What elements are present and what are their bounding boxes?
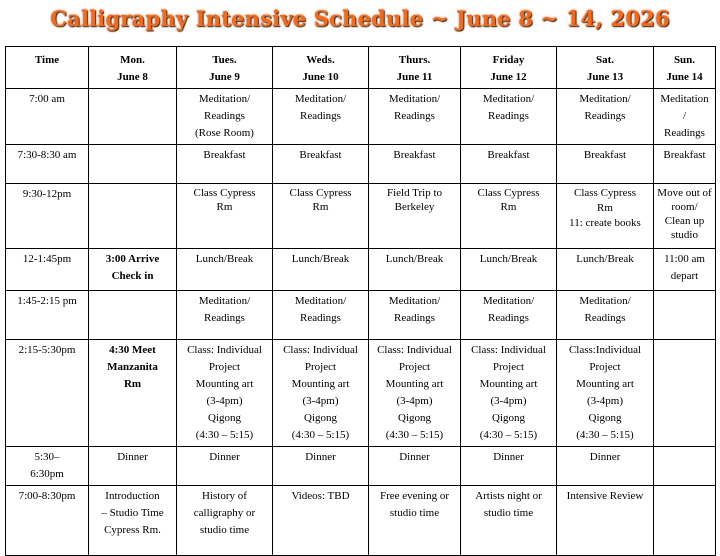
- schedule-cell: Meditation / Readings: [654, 89, 716, 145]
- schedule-cell: Dinner: [369, 447, 461, 486]
- schedule-cell: Class Cypress Rm: [177, 184, 273, 249]
- time-cell: 7:30-8:30 am: [6, 145, 89, 184]
- schedule-cell: [654, 291, 716, 340]
- schedule-cell: [89, 145, 177, 184]
- schedule-cell: Dinner: [177, 447, 273, 486]
- schedule-cell: Introduction – Studio Time Cypress Rm.: [89, 486, 177, 556]
- schedule-cell: Breakfast: [177, 145, 273, 184]
- schedule-cell: Meditation/ Readings: [369, 291, 461, 340]
- schedule-cell: [89, 291, 177, 340]
- schedule-cell: 11:00 am depart: [654, 249, 716, 291]
- schedule-cell: Class: Individual Project Mounting art (3-4pm) Qigong (4:30 – 5:15): [273, 340, 369, 447]
- schedule-cell: Videos: TBD: [273, 486, 369, 556]
- schedule-cell: [654, 340, 716, 447]
- schedule-cell: History of calligraphy or studio time: [177, 486, 273, 556]
- table-row: [6, 145, 716, 184]
- day-date: June 9: [209, 71, 240, 83]
- time-cell: 7:00 am: [6, 89, 89, 145]
- schedule-cell: Meditation/ Readings: [273, 291, 369, 340]
- schedule-cell: Class Cypress Rm 11: create books: [557, 184, 654, 249]
- table-row: [6, 340, 716, 447]
- time-cell: 9:30-12pm: [6, 184, 89, 249]
- table-row: [6, 447, 716, 486]
- day-date: June 11: [396, 71, 433, 83]
- schedule-cell: Class: Individual Project Mounting art (3-4pm) Qigong (4:30 – 5:15): [461, 340, 557, 447]
- schedule-cell: Class: Individual Project Mounting art (3-4pm) Qigong (4:30 – 5:15): [177, 340, 273, 447]
- schedule-cell: Move out of room/ Clean up studio: [654, 184, 716, 249]
- schedule-cell: Lunch/Break: [369, 249, 461, 291]
- schedule-cell: Breakfast: [273, 145, 369, 184]
- schedule-cell: [654, 447, 716, 486]
- header-time: Time: [6, 47, 89, 89]
- schedule-cell: Breakfast: [369, 145, 461, 184]
- day-date: June 14: [666, 71, 703, 83]
- schedule-cell: Meditation/ Readings: [557, 291, 654, 340]
- table-row: [6, 486, 716, 556]
- schedule-cell: Lunch/Break: [461, 249, 557, 291]
- schedule-cell: Lunch/Break: [177, 249, 273, 291]
- time-cell: 12-1:45pm: [6, 249, 89, 291]
- schedule-cell: Class:Individual Project Mounting art (3-4pm) Qigong (4:30 – 5:15): [557, 340, 654, 447]
- schedule-cell: Breakfast: [461, 145, 557, 184]
- time-cell: 5:30– 6:30pm: [6, 447, 89, 486]
- schedule-cell: Meditation/ Readings: [461, 89, 557, 145]
- day-name: Tues.: [212, 54, 237, 66]
- schedule-cell: Free evening or studio time: [369, 486, 461, 556]
- schedule-cell: Artists night or studio time: [461, 486, 557, 556]
- time-cell: 7:00-8:30pm: [6, 486, 89, 556]
- schedule-cell: [89, 184, 177, 249]
- schedule-cell: Field Trip to Berkeley: [369, 184, 461, 249]
- schedule-cell: Lunch/Break: [273, 249, 369, 291]
- table-row: [6, 249, 716, 291]
- header-day-fri: [461, 47, 557, 89]
- table-row: [6, 184, 716, 249]
- day-name: Thurs.: [398, 54, 431, 66]
- schedule-cell: [654, 486, 716, 556]
- schedule-cell: [89, 89, 177, 145]
- schedule-cell: Meditation/ Readings: [369, 89, 461, 145]
- schedule-cell: Class Cypress Rm: [273, 184, 369, 249]
- schedule-cell: Breakfast: [654, 145, 716, 184]
- day-name: Sun.: [673, 54, 696, 66]
- day-name: Sat.: [595, 54, 615, 66]
- header-day-mon: [89, 47, 177, 89]
- schedule-cell: Dinner: [89, 447, 177, 486]
- schedule-cell: Meditation/ Readings (Rose Room): [177, 89, 273, 145]
- schedule-cell: Breakfast: [557, 145, 654, 184]
- table-row: [6, 89, 716, 145]
- day-name: Mon.: [120, 54, 145, 66]
- schedule-cell: 4:30 Meet Manzanita Rm: [89, 340, 177, 447]
- schedule-table: [5, 46, 716, 556]
- day-name: Friday: [492, 54, 525, 66]
- day-date: June 8: [117, 71, 148, 83]
- header-day-tue: [177, 47, 273, 89]
- schedule-cell: Dinner: [557, 447, 654, 486]
- header-day-sun: [654, 47, 716, 89]
- schedule-cell: Meditation/ Readings: [461, 291, 557, 340]
- table-row: [6, 291, 716, 340]
- header-row: [6, 47, 716, 89]
- day-date: June 12: [490, 71, 527, 83]
- schedule-cell: Intensive Review: [557, 486, 654, 556]
- header-day-wed: [273, 47, 369, 89]
- schedule-cell: Lunch/Break: [557, 249, 654, 291]
- schedule-cell: Meditation/ Readings: [557, 89, 654, 145]
- schedule-cell: Dinner: [273, 447, 369, 486]
- day-date: June 10: [302, 71, 339, 83]
- schedule-cell: Meditation/ Readings: [273, 89, 369, 145]
- time-cell: 1:45-2:15 pm: [6, 291, 89, 340]
- schedule-title: Calligraphy Intensive Schedule ~ June 8 ~ 14, 2026: [50, 6, 670, 31]
- schedule-cell: Meditation/ Readings: [177, 291, 273, 340]
- day-name: Weds.: [306, 54, 335, 66]
- day-date: June 13: [586, 71, 624, 83]
- header-day-thu: [369, 47, 461, 89]
- schedule-cell: 3:00 Arrive Check in: [89, 249, 177, 291]
- schedule-cell: Dinner: [461, 447, 557, 486]
- schedule-cell: Class Cypress Rm: [461, 184, 557, 249]
- time-cell: 2:15-5:30pm: [6, 340, 89, 447]
- schedule-cell: Class: Individual Project Mounting art (3-4pm) Qigong (4:30 – 5:15): [369, 340, 461, 447]
- header-day-sat: [557, 47, 654, 89]
